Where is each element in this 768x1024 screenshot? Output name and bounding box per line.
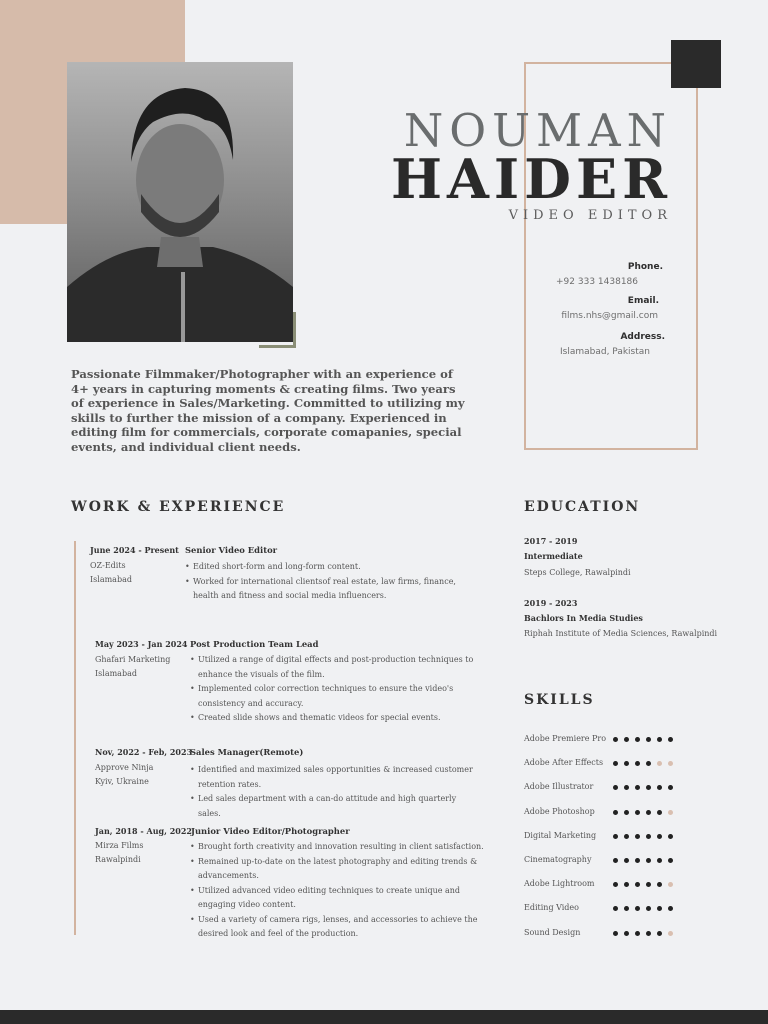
skill-rating [613, 906, 673, 911]
skill-dot-empty [668, 810, 673, 815]
job-role: Post Production Team Lead [190, 639, 319, 649]
job-date: Nov, 2022 - Feb, 2023 [95, 747, 193, 757]
skill-dot-filled [635, 931, 640, 936]
job-bullet: • Utilized advanced video editing techniques to create unique and engaging video content. [190, 884, 495, 913]
skill-rating [613, 761, 673, 766]
education-period: 2017 - 2019 [524, 536, 578, 546]
education-degree: Bachlors In Media Studies [524, 613, 643, 623]
skill-rating [613, 785, 673, 790]
skill-dot-filled [646, 931, 651, 936]
job-role: Junior Video Editor/Photographer [191, 826, 350, 836]
skill-dot-empty [668, 761, 673, 766]
job-bullet: • Used a variety of camera rigs, lenses, and accessories to achieve the desired look and feel of the production. [190, 913, 495, 942]
skill-dot-filled [635, 737, 640, 742]
skill-dot-filled [624, 810, 629, 815]
skill-rating [613, 737, 673, 742]
job-bullets [190, 840, 495, 942]
skill-dot-filled [613, 761, 618, 766]
job-date: May 2023 - Jan 2024 [95, 639, 188, 649]
job-role: Senior Video Editor [185, 545, 278, 555]
skill-dot-filled [624, 834, 629, 839]
education-period: 2019 - 2023 [524, 598, 578, 608]
education-school: Steps College, Rawalpindi [524, 568, 631, 577]
job-location: Islamabad [95, 669, 137, 678]
skill-dot-filled [657, 834, 662, 839]
skill-name: Adobe After Effects [524, 758, 604, 768]
job-bullet: • Brought forth creativity and innovation resulting in client satisfaction. [190, 840, 495, 855]
skill-dot-filled [635, 882, 640, 887]
skill-dot-filled [668, 737, 673, 742]
skill-dot-filled [635, 906, 640, 911]
address-value: Islamabad, Pakistan [560, 347, 650, 357]
skill-dot-filled [657, 785, 662, 790]
education-section-title: EDUCATION [524, 499, 641, 515]
skill-dot-filled [646, 834, 651, 839]
skill-dot-filled [613, 931, 618, 936]
skill-dot-filled [613, 858, 618, 863]
job-company: Approve Ninja [95, 763, 154, 772]
first-name: NOUMAN [403, 104, 672, 157]
job-bullet: • Worked for international clientsof real estate, law firms, finance, health and fitness and social media influencers. [185, 575, 475, 604]
decorative-dark-square [671, 40, 721, 88]
profile-photo [67, 62, 293, 342]
skill-name: Digital Marketing [524, 830, 597, 840]
job-date: June 2024 - Present [90, 545, 179, 555]
skill-rating [613, 834, 673, 839]
skill-rating [613, 931, 673, 936]
job-bullet: • Created slide shows and thematic videos for special events. [190, 711, 485, 726]
skill-rating [613, 882, 673, 887]
skill-name: Adobe Premiere Pro [524, 734, 607, 743]
job-company: Mirza Films [95, 841, 144, 850]
footer-bar [0, 1010, 768, 1024]
job-bullet: • Implemented color correction techniques to ensure the video's consistency and accuracy. [190, 682, 485, 711]
skill-dot-filled [646, 737, 651, 742]
skill-dot-filled [646, 858, 651, 863]
skill-rating [613, 810, 673, 815]
skill-dot-filled [657, 737, 662, 742]
skill-dot-filled [624, 931, 629, 936]
skill-dot-filled [646, 882, 651, 887]
skill-dot-empty [668, 882, 673, 887]
skill-dot-filled [613, 834, 618, 839]
phone-label: Phone. [627, 262, 663, 272]
skill-dot-filled [613, 737, 618, 742]
job-bullet: • Identified and maximized sales opportunities & increased customer retention rates. [190, 763, 475, 792]
skill-dot-filled [657, 931, 662, 936]
job-location: Islamabad [90, 575, 132, 584]
job-date: Jan, 2018 - Aug, 2022 [95, 826, 192, 836]
profile-summary: Passionate Filmmaker/Photographer with an experience of 4+ years in capturing moments & creating films. Two years of experience in Sales/Marketing. Committed to utilizing my skills to further the mission of a company. Experienced in editing film for commercials, corporate comapanies, special events, and individual client needs. [71, 367, 465, 454]
skill-dot-filled [624, 882, 629, 887]
skill-dot-filled [624, 858, 629, 863]
skill-dot-filled [646, 810, 651, 815]
skill-dot-filled [613, 785, 618, 790]
skill-dot-filled [624, 737, 629, 742]
skill-dot-filled [624, 761, 629, 766]
job-location: Rawalpindi [95, 855, 141, 864]
skill-dot-filled [646, 906, 651, 911]
skill-dot-filled [646, 761, 651, 766]
skill-dot-filled [613, 810, 618, 815]
job-bullet: • Remained up-to-date on the latest photography and editing trends & advancements. [190, 855, 495, 884]
skill-dot-filled [635, 761, 640, 766]
job-location: Kyiv, Ukraine [95, 777, 149, 786]
skill-dot-filled [668, 834, 673, 839]
skill-dot-filled [668, 858, 673, 863]
job-bullet: • Led sales department with a can-do attitude and high quarterly sales. [190, 792, 475, 821]
skill-name: Sound Design [524, 927, 581, 937]
education-degree: Intermediate [524, 551, 583, 561]
education-school: Riphah Institute of Media Sciences, Rawalpindi [524, 629, 718, 638]
skill-dot-filled [635, 834, 640, 839]
timeline-line [74, 541, 76, 935]
skill-name: Cinematography [524, 855, 592, 864]
phone-value: +92 333 1438186 [556, 277, 638, 287]
skill-rating [613, 858, 673, 863]
skill-name: Adobe Lightroom [524, 879, 595, 889]
skills-section-title: SKILLS [524, 692, 595, 708]
job-bullet: • Utilized a range of digital effects and post-production techniques to enhance the visuals of the film. [190, 653, 485, 682]
skill-dot-filled [624, 785, 629, 790]
address-label: Address. [620, 332, 665, 342]
job-company: Ghafari Marketing [95, 655, 171, 664]
job-title: VIDEO EDITOR [508, 208, 672, 223]
job-bullets [190, 763, 475, 821]
skill-dot-filled [657, 906, 662, 911]
skill-name: Adobe Photoshop [524, 806, 595, 816]
skill-dot-filled [635, 858, 640, 863]
job-role: Sales Manager(Remote) [190, 747, 304, 757]
skill-name: Editing Video [524, 903, 579, 913]
skill-dot-filled [657, 810, 662, 815]
skill-dot-filled [646, 785, 651, 790]
skill-dot-filled [657, 858, 662, 863]
skill-dot-filled [624, 906, 629, 911]
skill-dot-filled [635, 785, 640, 790]
skill-dot-filled [613, 882, 618, 887]
skill-dot-filled [668, 906, 673, 911]
skill-dot-filled [668, 785, 673, 790]
job-bullet: • Edited short-form and long-form content. [185, 560, 475, 575]
job-bullets [190, 653, 485, 726]
email-label: Email. [627, 296, 659, 306]
skill-dot-filled [635, 810, 640, 815]
skill-dot-filled [613, 906, 618, 911]
skill-dot-filled [657, 882, 662, 887]
skill-dot-empty [657, 761, 662, 766]
work-section-title: WORK & EXPERIENCE [71, 499, 286, 515]
skill-dot-empty [668, 931, 673, 936]
last-name: HAIDER [390, 147, 672, 211]
job-bullets [185, 560, 475, 604]
email-value: films.nhs@gmail.com [561, 311, 658, 321]
photo-accent-corner [259, 312, 296, 348]
job-company: OZ-Edits [90, 561, 126, 570]
skill-name: Adobe Illustrator [524, 782, 594, 792]
